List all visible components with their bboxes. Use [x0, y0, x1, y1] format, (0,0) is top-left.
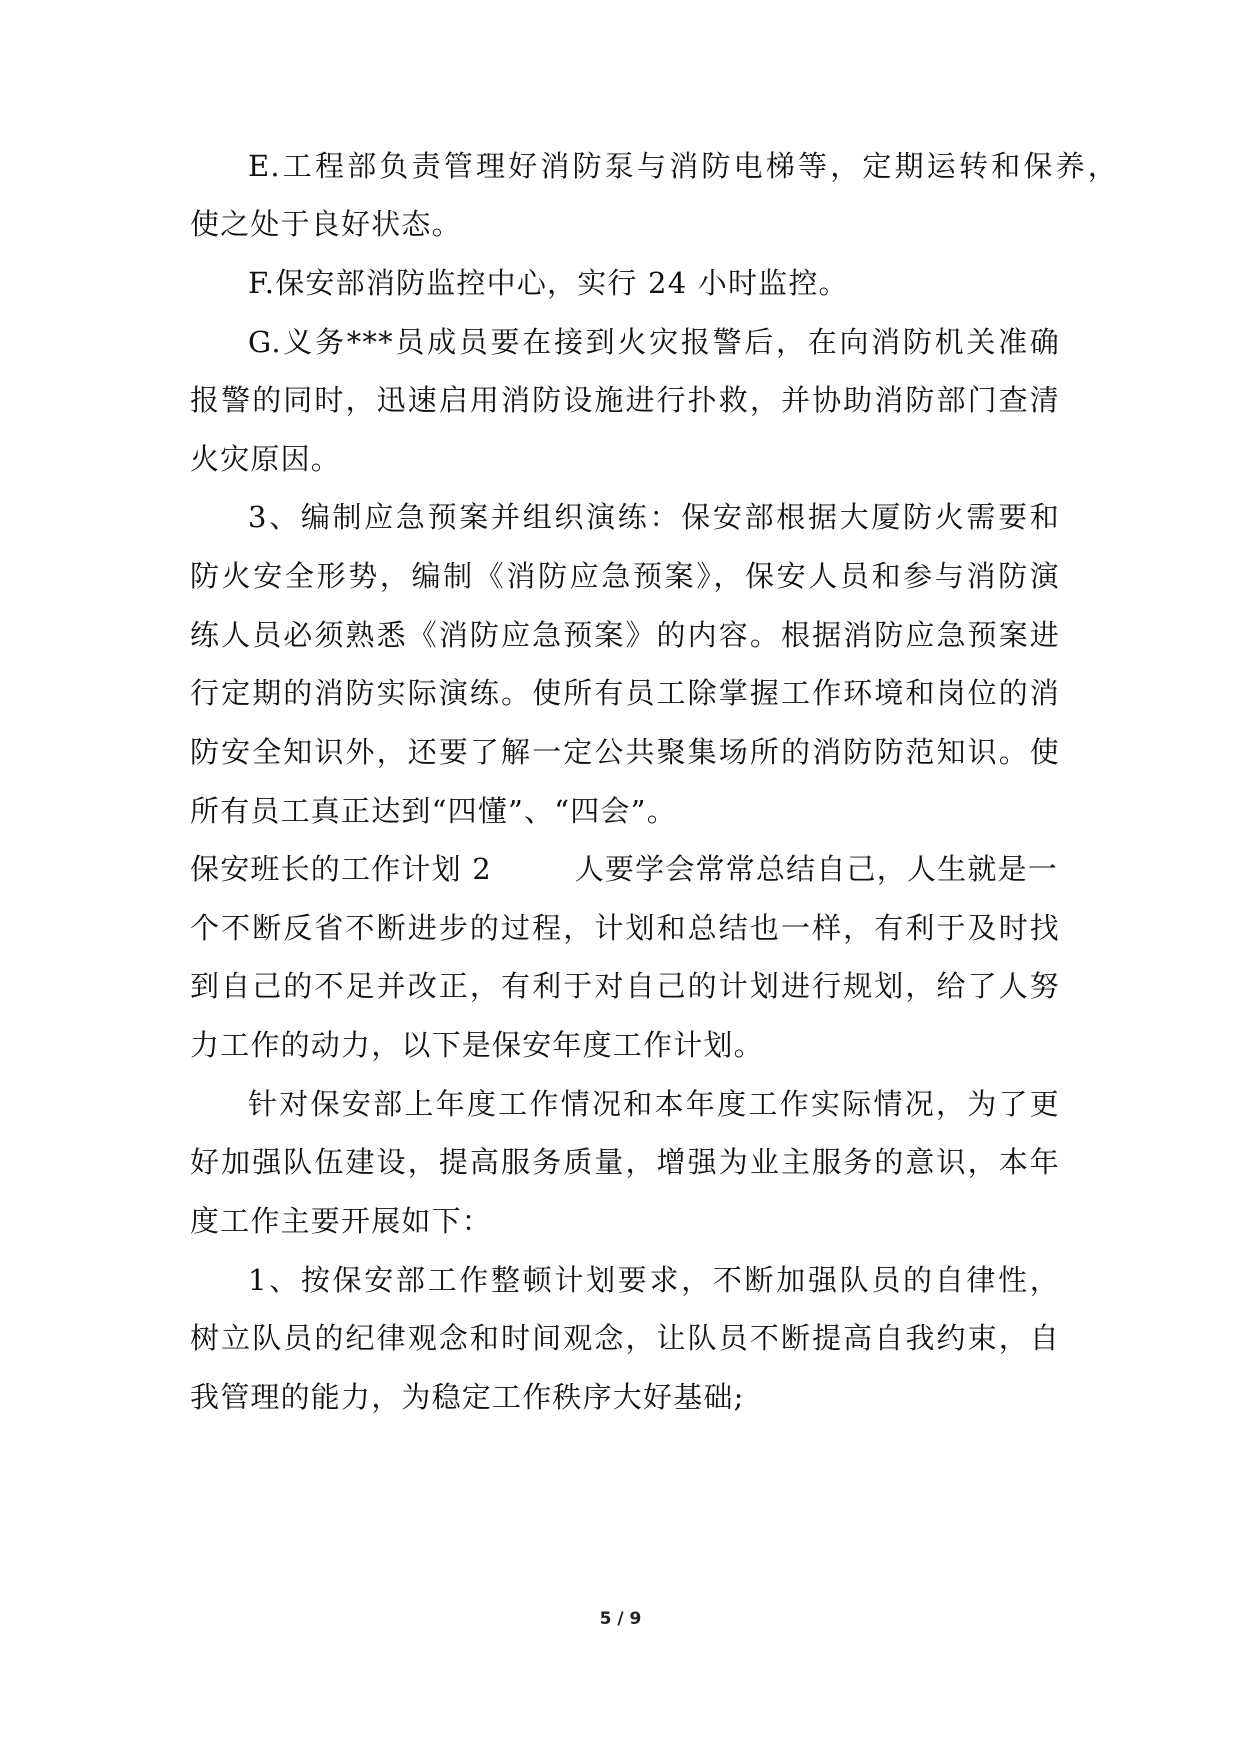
text-line: 人要学会常常总结自己，人生就是一: [574, 852, 1058, 886]
text-line: 防火安全形势，编制《消防应急预案》，保安人员和参与消防演: [190, 559, 1060, 593]
text-line: 报警的同时，迅速启用消防设施进行扑救，并协助消防部门查清: [190, 383, 1060, 417]
text-line: E.工程部负责管理好消防泵与消防电梯等，定期运转和保养，: [248, 149, 1118, 183]
text-line: 行定期的消防实际演练。使所有员工除掌握工作环境和岗位的消: [190, 676, 1060, 710]
text-line: 所有员工真正达到“四懂”、“四会”。: [190, 794, 677, 828]
text-line: 火灾原因。: [190, 442, 342, 476]
text-line: 度工作主要开展如下：: [190, 1204, 493, 1238]
text-line: 1、按保安部工作整顿计划要求，不断加强队员的自律性，: [248, 1263, 1060, 1297]
text-line: 我管理的能力，为稳定工作秩序大好基础;: [190, 1380, 745, 1414]
text-line: 好加强队伍建设，提高服务质量，增强为业主服务的意识，本年: [190, 1145, 1060, 1179]
page-number: 5 / 9: [599, 1609, 642, 1629]
text-line: F.保安部消防监控中心，实行 24 小时监控。: [248, 266, 849, 300]
text-line: G.义务***员成员要在接到火灾报警后，在向消防机关准确: [248, 325, 1060, 359]
text-line: 个不断反省不断进步的过程，计划和总结也一样，有利于及时找: [190, 911, 1060, 945]
section-title: 保安班长的工作计划 2: [190, 852, 492, 886]
text-line: 针对保安部上年度工作情况和本年度工作实际情况，为了更: [248, 1087, 1060, 1121]
text-line: 3、编制应急预案并组织演练：保安部根据大厦防火需要和: [248, 500, 1060, 534]
text-line: 到自己的不足并改正，有利于对自己的计划进行规划，给了人努: [190, 969, 1060, 1003]
text-line: 力工作的动力，以下是保安年度工作计划。: [190, 1028, 764, 1062]
section-line: [190, 849, 1060, 889]
text-line: 树立队员的纪律观念和时间观念，让队员不断提高自我约束，自: [190, 1321, 1060, 1355]
text-line: 练人员必须熟悉《消防应急预案》的内容。根据消防应急预案进: [190, 618, 1060, 652]
text-line: 使之处于良好状态。: [190, 207, 462, 241]
text-line: 防安全知识外，还要了解一定公共聚集场所的消防防范知识。使: [190, 735, 1060, 769]
